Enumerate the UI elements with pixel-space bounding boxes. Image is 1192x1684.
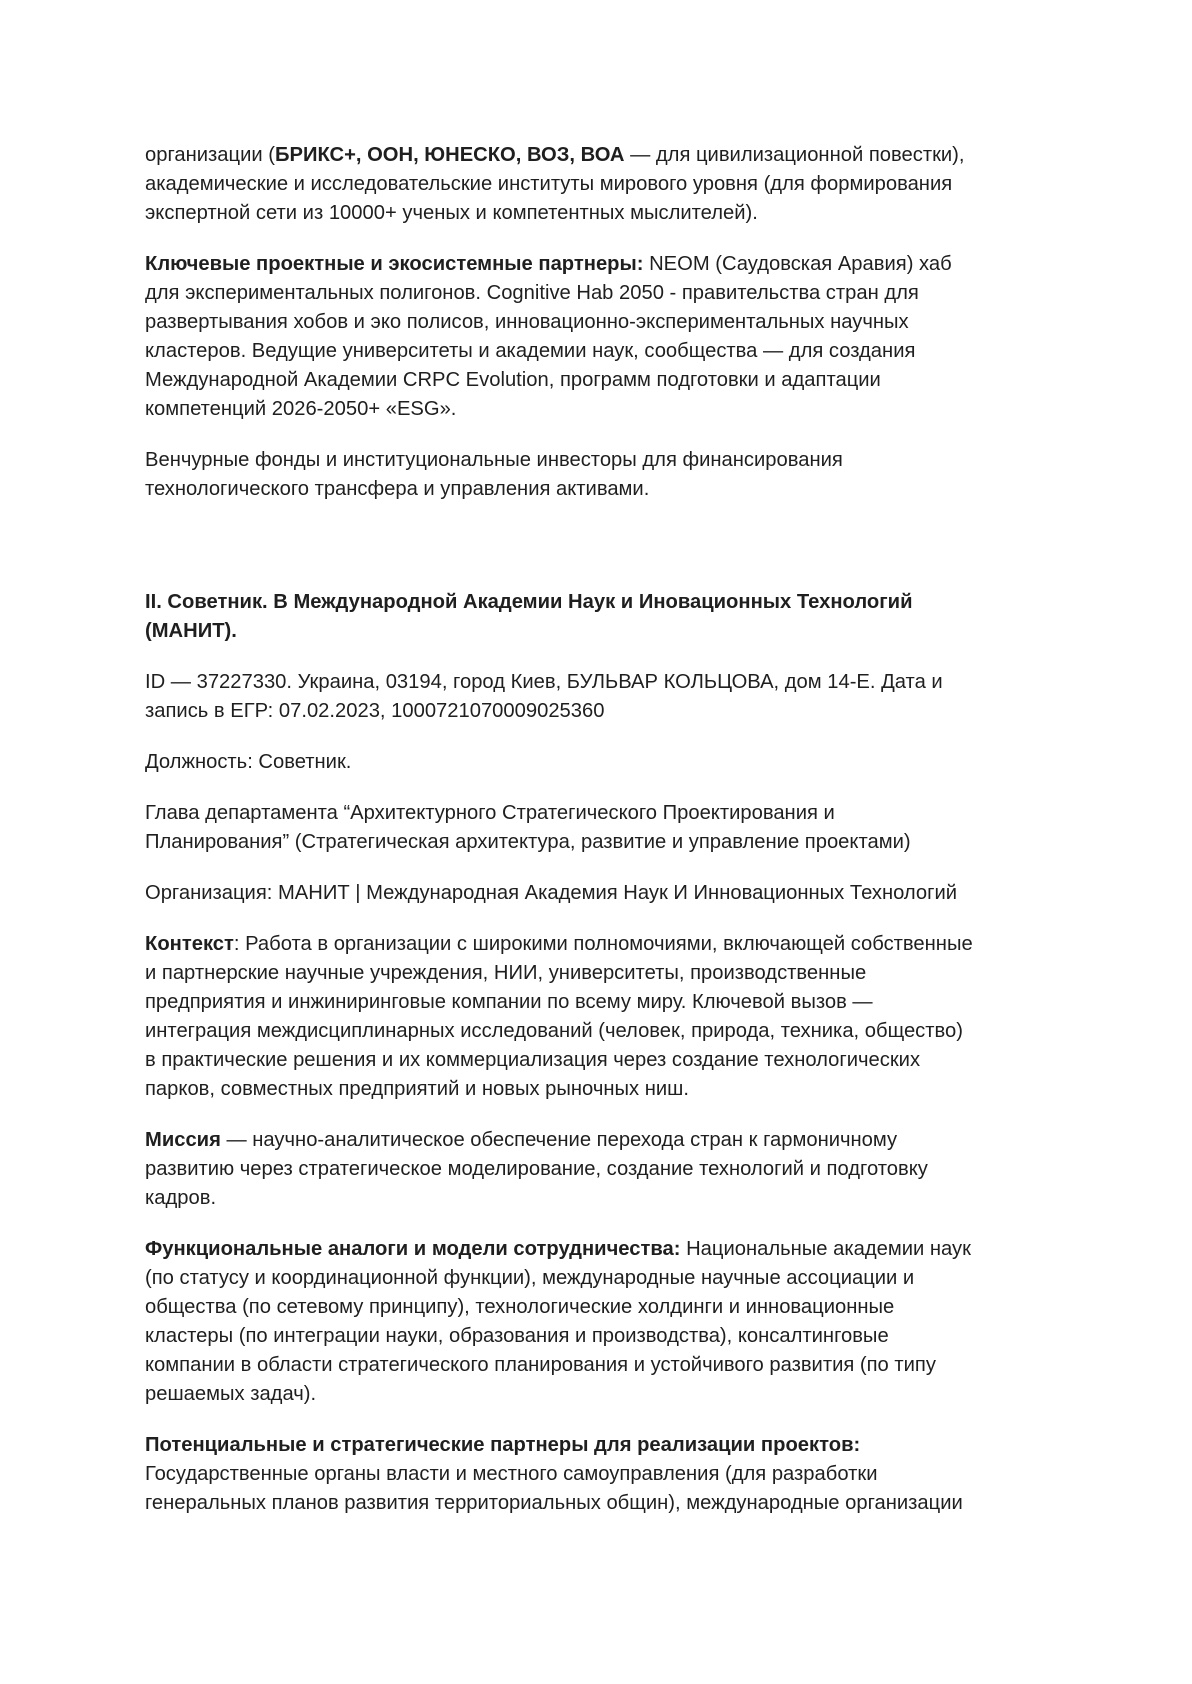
heading-line: II. Советник. В Международной Академии Наук и Иновационных Технологий — [145, 591, 913, 613]
paragraph-venture-funds — [145, 446, 1065, 504]
paragraph-registration-id — [145, 668, 1065, 726]
text-line: компании в области стратегического планирования и устойчивого развития (по типу — [145, 1354, 936, 1376]
text-line: для экспериментальных полигонов. Cognitive Hab 2050 - правительства стран для — [145, 282, 919, 304]
text-line: и партнерские научные учреждения, НИИ, университеты, производственные — [145, 962, 867, 984]
text-run: — для цивилизационной повестки), — [624, 144, 965, 166]
paragraph-organizations-continued — [145, 141, 1065, 228]
text-line — [145, 141, 1065, 170]
text-run: : Работа в организации с широкими полномочиями, включающей собственные — [233, 933, 973, 955]
text-line: решаемых задач). — [145, 1383, 317, 1405]
text-run: Национальные академии наук — [680, 1238, 971, 1260]
paragraph-department — [145, 799, 1065, 857]
paragraph-context — [145, 930, 1065, 1104]
paragraph-organization — [145, 879, 1065, 908]
section-heading-advisor — [145, 588, 1065, 646]
text-line: развертывания хобов и эко полисов, инновационно-экспериментальных научных — [145, 311, 909, 333]
text-line: Планирования” (Стратегическая архитектура, развитие и управление проектами) — [145, 831, 911, 853]
partners-label: Потенциальные и стратегические партнеры для реализации проектов: — [145, 1434, 861, 1456]
text-line: общества (по сетевому принципу), технологические холдинги и инновационные — [145, 1296, 895, 1318]
text-line: Государственные органы власти и местного самоуправления (для разработки — [145, 1463, 878, 1485]
text-line: академические и исследовательские институты мирового уровня (для формирования — [145, 173, 953, 195]
text-line: Венчурные фонды и институциональные инвесторы для финансирования — [145, 449, 843, 471]
text-line: Организация: МАНИТ | Международная Академия Наук И Инновационных Технологий — [145, 882, 958, 904]
text-run: организации ( — [145, 144, 275, 166]
paragraph-functional-analogs — [145, 1235, 1065, 1409]
key-partners-label: Ключевые проектные и экосистемные партнеры: — [145, 253, 644, 275]
text-line: в практические решения и их коммерциализация через создание технологических — [145, 1049, 921, 1071]
text-run: NEOM (Саудовская Аравия) хаб — [643, 253, 952, 275]
text-line — [145, 1235, 1065, 1264]
text-line: генеральных планов развития территориальных общин), международные организации — [145, 1492, 963, 1514]
text-line: (по статусу и координационной функции), международные научные ассоциации и — [145, 1267, 915, 1289]
text-line: экспертной сети из 10000+ ученых и компетентных мыслителей). — [145, 202, 758, 224]
text-line: кластеров. Ведущие университеты и академии наук, сообщества — для создания — [145, 340, 916, 362]
paragraph-key-partners — [145, 250, 1065, 424]
text-line: технологического трансфера и управления активами. — [145, 478, 650, 500]
document-body — [145, 141, 1065, 1540]
analogs-label: Функциональные аналоги и модели сотрудничества: — [145, 1238, 681, 1260]
paragraph-mission — [145, 1126, 1065, 1213]
text-line — [145, 1431, 1065, 1460]
text-line — [145, 1126, 1065, 1155]
text-run: — научно-аналитическое обеспечение перехода стран к гармоничному — [220, 1129, 898, 1151]
text-line: ID — 37227330. Украина, 03194, город Киев, БУЛЬВАР КОЛЬЦОВА, дом 14-Е. Дата и — [145, 671, 943, 693]
text-line: кадров. — [145, 1187, 217, 1209]
context-label: Контекст — [145, 933, 234, 955]
text-line: компетенций 2026-2050+ «ESG». — [145, 398, 457, 420]
text-line: Глава департамента “Архитектурного Стратегического Проектирования и — [145, 802, 835, 824]
mission-label: Миссия — [145, 1129, 221, 1151]
text-line — [145, 930, 1065, 959]
text-line: предприятия и инжиниринговые компании по всему миру. Ключевой вызов — — [145, 991, 873, 1013]
text-line: развитию через стратегическое моделирование, создание технологий и подготовку — [145, 1158, 928, 1180]
text-line: запись в ЕГР: 07.02.2023, 1000721070009025360 — [145, 700, 605, 722]
heading-line: (МАНИТ). — [145, 620, 237, 642]
text-line: Международной Академии CRPC Evolution, программ подготовки и адаптации — [145, 369, 881, 391]
text-line — [145, 250, 1065, 279]
text-line: парков, совместных предприятий и новых рыночных ниш. — [145, 1078, 689, 1100]
text-line: интеграция междисциплинарных исследований (человек, природа, техника, общество) — [145, 1020, 963, 1042]
text-line: Должность: Советник. — [145, 751, 352, 773]
bold-organizations-list: БРИКС+, ООН, ЮНЕСКО, ВОЗ, ВОА — [274, 144, 625, 166]
paragraph-position — [145, 748, 1065, 777]
paragraph-strategic-partners — [145, 1431, 1065, 1518]
text-line: кластеры (по интеграции науки, образования и производства), консалтинговые — [145, 1325, 889, 1347]
